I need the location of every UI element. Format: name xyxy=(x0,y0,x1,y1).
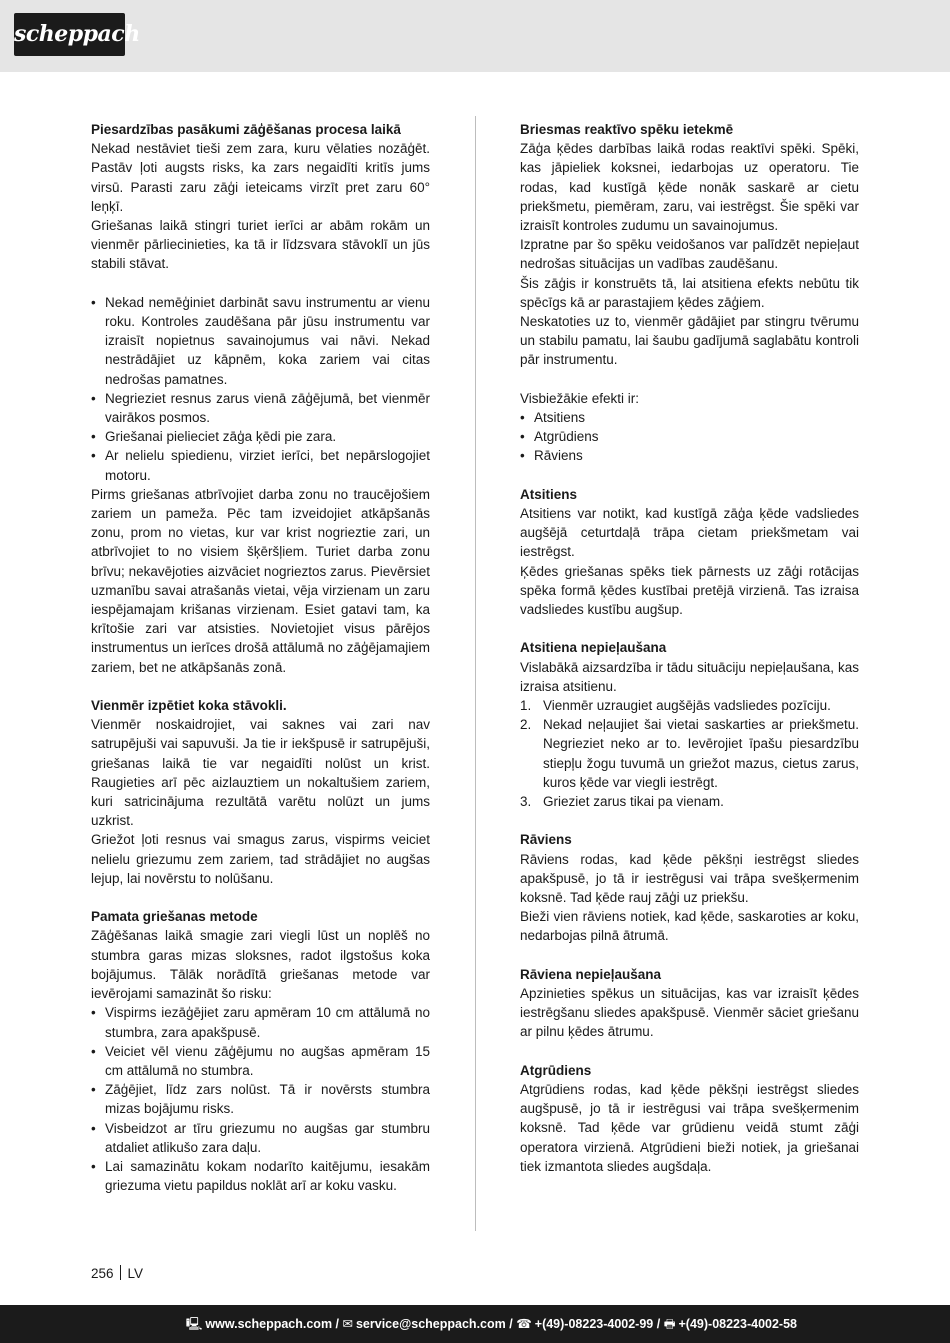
list-text: Nekad neļaujiet šai vietai saskarties ar priekšmetu. Negrieziet neko ar to. Ievērojiet īpašu piesardzību stiepļu žogu tuvumā un griežot mazus, cietus zarus, kuros ķēde var viegli iestrēgt. xyxy=(543,717,859,790)
column-divider xyxy=(475,116,476,1231)
bullet-list xyxy=(91,1003,430,1195)
paragraph: Ķēdes griešanas spēks tiek pārnests uz zāģi rotācijas spēka formā ķēdes kustībai pretējā virzienā. Tas izraisa vadsliedes kustību augšup. xyxy=(520,563,859,618)
list-item: • Lai samazinātu kokam nodarīto kaitējumu, iesakām griezuma vietu papildus noklāt arī ar koku vasku. xyxy=(91,1157,430,1195)
list-item xyxy=(520,696,859,715)
paragraph: Griežot ļoti resnus vai smagus zarus, vispirms veiciet nelielu griezumu zem zariem, tad strādājiet no augšas lejup, lai novērstu to nolūšanu. xyxy=(91,832,430,886)
list-item: • Griešanai pielieciet zāģa ķēdi pie zara. xyxy=(91,427,430,446)
left-column xyxy=(91,120,430,1195)
paragraph: Pirms griešanas atbrīvojiet darba zonu no traucējošiem zariem un pameža. Pēc tam izveidojiet atkāpšanās zonu, prom no vietas, kur var krist nogrieztie zari, un atbrīvojiet to no visiem šķēršļiem. Turiet darba zonu brīvu; nekavējoties aizvāciet nogrieztos zarus. Pievērsiet uzmanību savai atrašanās vietai, vēja virzienam un zaru iespējamajam krišanas virzienam. Esiet gatavi tam, ka krītošie zari var atsisties. Novietojiet visus pārējos instrumentus un ierīces drošā attālumā no zāģējamajiem zariem, bet ne atkāpšanās zonā. xyxy=(91,486,430,675)
list-text: Vienmēr uzraugiet augšējās vadsliedes pozīciju. xyxy=(543,698,831,714)
list-item: • Veiciet vēl vienu zāģējumu no augšas apmēram 15 cm attālumā no stumbra. xyxy=(91,1042,430,1080)
list-item: • Ar nelielu spiedienu, virziet ierīci, bet nepārslogojiet motoru. xyxy=(91,446,430,484)
effects-list xyxy=(520,408,859,466)
section-heading: Atgrūdiens xyxy=(520,1062,592,1078)
paragraph: Izpratne par šo spēku veidošanos var palīdzēt nepieļaut nedrošas situācijas un vadības zaudēšanu. xyxy=(520,237,859,272)
list-item: • Visbeidzot ar tīru griezumu no augšas gar stumbru atdaliet atlikušo zara daļu. xyxy=(91,1119,430,1157)
fax-icon: 🖶 xyxy=(663,1317,676,1331)
language-code: LV xyxy=(127,1266,144,1281)
list-item xyxy=(520,715,859,792)
paragraph: Atgrūdiens rodas, kad ķēde pēkšņi iestrēgst sliedes augšpusē, jo tā ir iestrēgusi vai trāpa svešķermenim koksnē. Tad ķēde var grūdienu veidā stumt zāģi operatora virzienā. Atgrūdieni bieži notiek, ja griešanai tiek izmantota sliedes augšdaļa. xyxy=(520,1082,859,1174)
computer-icon: 🖳 xyxy=(185,1317,203,1331)
list-item: • Vispirms iezāģējiet zaru apmēram 10 cm attālumā no stumbra, zara apakšpusē. xyxy=(91,1003,430,1041)
list-number: 3. xyxy=(520,794,532,810)
paragraph: Griešanas laikā stingri turiet ierīci ar abām rokām un vienmēr pārliecinieties, ka tā ir līdzsvara stāvoklī un jūs stabili stāvat. xyxy=(91,218,430,272)
list-text: Grieziet zarus tikai pa vienam. xyxy=(543,794,724,810)
brand-logo: scheppach xyxy=(14,13,125,56)
phone-number: +(49)-08223-4002-99 / xyxy=(534,1317,661,1331)
paragraph: Apzinieties spēkus un situācijas, kas var izraisīt ķēdes iestrēgšanu sliedes apakšpusē. Vienmēr sāciet griešanu ar pilnu ķēdes ātrumu. xyxy=(520,986,859,1040)
bullet-list xyxy=(91,293,430,485)
section-heading: Briesmas reaktīvo spēku ietekmē xyxy=(520,122,734,137)
paragraph: Visbiežākie efekti ir: xyxy=(520,390,640,406)
paragraph: Zāģa ķēdes darbības laikā rodas reaktīvi spēki. Spēki, kas jāpieliek koksnei, iedarbojas uz operatoru. Tie rodas, kad kustīgā ķēde nonāk saskarē ar cietu priekšmetu, piemēram, zaru, vai iestrēgst. Šie spēki var izraisīt kontroles zudumu un savainojumus. xyxy=(520,141,859,234)
paragraph: Bieži vien rāviens notiek, kad ķēde, saskaroties ar koku, nedarbojas pilnā ātrumā. xyxy=(520,909,859,944)
right-column xyxy=(520,120,859,1176)
separator xyxy=(120,1265,121,1280)
fax-number: +(49)-08223-4002-58 xyxy=(678,1317,797,1331)
paragraph: Zāģēšanas laikā smagie zari viegli lūst un noplēš no stumbra garas mizas sloksnes, radot ilgstošus koka bojājumus. Tālāk norādītā griešanas metode var ievērojami samazināt šo risku: xyxy=(91,928,430,1002)
list-item: • Nekad nemēģiniet darbināt savu instrumentu ar vienu roku. Kontroles zaudēšana pār jūsu instrumentu var izraisīt nopietnus savainojumus vai nāvi. Nekad nestrādājiet uz kāpnēm, koka zariem vai citas nedrošas pamatnes. xyxy=(91,293,430,389)
list-number: 1. xyxy=(520,698,532,714)
list-number: 2. xyxy=(520,717,532,733)
paragraph: Rāviens rodas, kad ķēde pēkšņi iestrēgst sliedes apakšpusē, jo tā ir iestrēgusi vai trāpa svešķermenim koksnē. Tad ķēde rauj zāģi uz priekšu. xyxy=(520,851,859,906)
section-heading: Vienmēr izpētiet koka stāvokli. xyxy=(91,698,287,714)
list-item: • Atgrūdiens xyxy=(520,427,859,446)
paragraph: Šis zāģis ir konstruēts tā, lai atsitiena efekts nebūtu tik spēcīgs kā ar parastajiem ķēdes zāģiem. xyxy=(520,275,859,310)
list-item: • Negrieziet resnus zarus vienā zāģējumā, bet vienmēr vairākos posmos. xyxy=(91,389,430,427)
section-heading: Pamata griešanas metode xyxy=(91,909,258,925)
paragraph: Atsitiens var notikt, kad kustīgā zāģa ķēde vadsliedes augšējā ceturtdaļā trāpa cietam priekšmetam vai iestrēgst. xyxy=(520,506,859,560)
section-heading: Rāviens xyxy=(520,832,572,848)
section-heading: Atsitiens xyxy=(520,486,578,502)
page-number-area xyxy=(91,1265,143,1281)
numbered-list xyxy=(520,696,859,811)
section-heading: Piesardzības pasākumi zāģēšanas procesa laikā xyxy=(91,122,401,137)
paragraph: Vienmēr noskaidrojiet, vai saknes vai zari nav satrupējuši vai sapuvuši. Ja tie ir iekšpusē ir satrupējuši, griešanas laikā tie var negaidīti nolūst un krist. Raugieties arī pēc aizlauztiem un nokaltušiem zariem, kuri satricinājuma rezultātā varētu nolūzt un jums uzkrist. xyxy=(91,717,430,829)
page-footer xyxy=(0,1305,950,1343)
page-number: 256 xyxy=(91,1266,114,1281)
section-heading: Rāviena nepieļaušana xyxy=(520,966,662,982)
list-item: • Zāģējiet, līdz zars nolūst. Tā ir novērsts stumbra mizas bojājumu risks. xyxy=(91,1080,430,1118)
email-link[interactable]: service@scheppach.com / xyxy=(355,1317,513,1331)
list-item xyxy=(520,792,859,811)
paragraph: Neskatoties uz to, vienmēr gādājiet par stingru tvērumu un stabilu pamatu, lai šaubu gadījumā saglabātu kontroli pār instrumentu. xyxy=(520,314,859,368)
list-item: • Atsitiens xyxy=(520,408,859,427)
section-heading: Atsitiena nepieļaušana xyxy=(520,640,667,656)
paragraph: Nekad nestāviet tieši zem zara, kuru vēlaties nozāģēt. Pastāv ļoti augsts risks, ka zars negaidīti kritīs jums virsū. Parasti zaru zāģi ieteicams virzīt pret zaru 60° leņķī. xyxy=(91,141,430,214)
email-icon: ✉ xyxy=(342,1317,353,1331)
website-link[interactable]: www.scheppach.com / xyxy=(205,1317,340,1331)
list-item: • Rāviens xyxy=(520,446,859,465)
paragraph: Vislabākā aizsardzība ir tādu situāciju nepieļaušana, kas izraisa atsitienu. xyxy=(520,659,859,694)
page-header xyxy=(0,0,950,72)
phone-icon: ☎ xyxy=(516,1317,532,1331)
